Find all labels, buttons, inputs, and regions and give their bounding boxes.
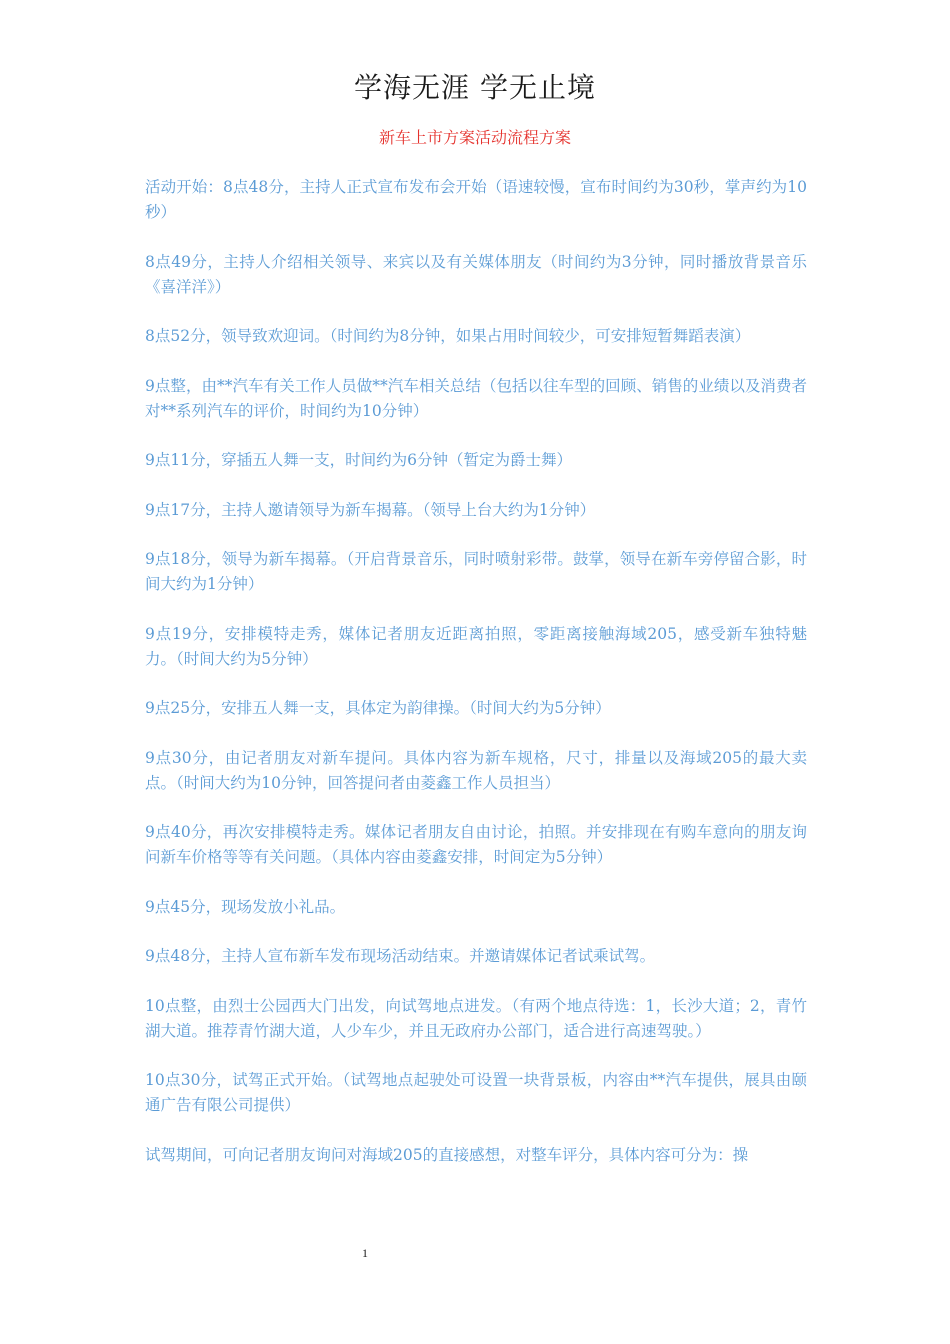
paragraph: 9点整，由**汽车有关工作人员做**汽车相关总结（包括以往车型的回顾、销售的业绩以及消费者对**系列汽车的评价，时间约为10分钟）	[145, 376, 807, 420]
paragraph: 10点30分，试驾正式开始。（试驾地点起驶处可设置一块背景板，内容由**汽车提供，展具由颐通广告有限公司提供）	[145, 1071, 807, 1114]
paragraph: 9点11分，穿插五人舞一支，时间约为6分钟（暂定为爵士舞）	[145, 451, 572, 469]
page-header-motto: 学海无涯 学无止境	[354, 71, 596, 104]
paragraph: 9点25分，安排五人舞一支，具体定为韵律操。（时间大约为5分钟）	[145, 699, 611, 717]
paragraph: 试驾期间，可向记者朋友询问对海域205的直接感想，对整车评分，具体内容可分为：操	[145, 1145, 749, 1164]
paragraph: 9点40分，再次安排模特走秀。媒体记者朋友自由讨论，拍照。并安排现在有购车意向的朋友询问新车价格等等有关问题。（具体内容由菱鑫安排，时间定为5分钟）	[145, 823, 807, 866]
page-number: 1	[362, 1246, 368, 1260]
paragraph: 活动开始：8点48分，主持人正式宣布发布会开始（语速较慢，宣布时间约为30秒，掌声约为10秒）	[145, 178, 807, 221]
paragraph: 9点30分，由记者朋友对新车提问。具体内容为新车规格，尺寸，排量以及海域205的最大卖点。（时间大约为10分钟，回答提问者由菱鑫工作人员担当）	[145, 748, 807, 792]
paragraph: 8点49分，主持人介绍相关领导、来宾以及有关媒体朋友（时间约为3分钟，同时播放背景音乐《喜洋洋》）	[145, 252, 807, 296]
document-body	[145, 175, 807, 1192]
paragraph: 10点整，由烈士公园西大门出发，向试驾地点进发。（有两个地点待选：1，长沙大道；2，青竹湖大道。推荐青竹湖大道，人少车少，并且无政府办公部门，适合进行高速驾驶。）	[145, 996, 807, 1040]
paragraph: 9点48分，主持人宣布新车发布现场活动结束。并邀请媒体记者试乘试驾。	[145, 947, 656, 965]
document-title: 新车上市方案活动流程方案	[378, 128, 571, 147]
paragraph: 9点45分，现场发放小礼品。	[145, 897, 346, 916]
paragraph: 9点17分，主持人邀请领导为新车揭幕。（领导上台大约为1分钟）	[145, 500, 596, 519]
paragraph: 8点52分，领导致欢迎词。（时间约为8分钟，如果占用时间较少，可安排短暂舞蹈表演）	[145, 327, 751, 345]
paragraph: 9点18分，领导为新车揭幕。（开启背景音乐，同时喷射彩带。鼓掌，领导在新车旁停留合影，时间大约为1分钟）	[145, 550, 807, 593]
paragraph: 9点19分，安排模特走秀，媒体记者朋友近距离拍照，零距离接触海域205，感受新车独特魅力。（时间大约为5分钟）	[145, 624, 807, 668]
